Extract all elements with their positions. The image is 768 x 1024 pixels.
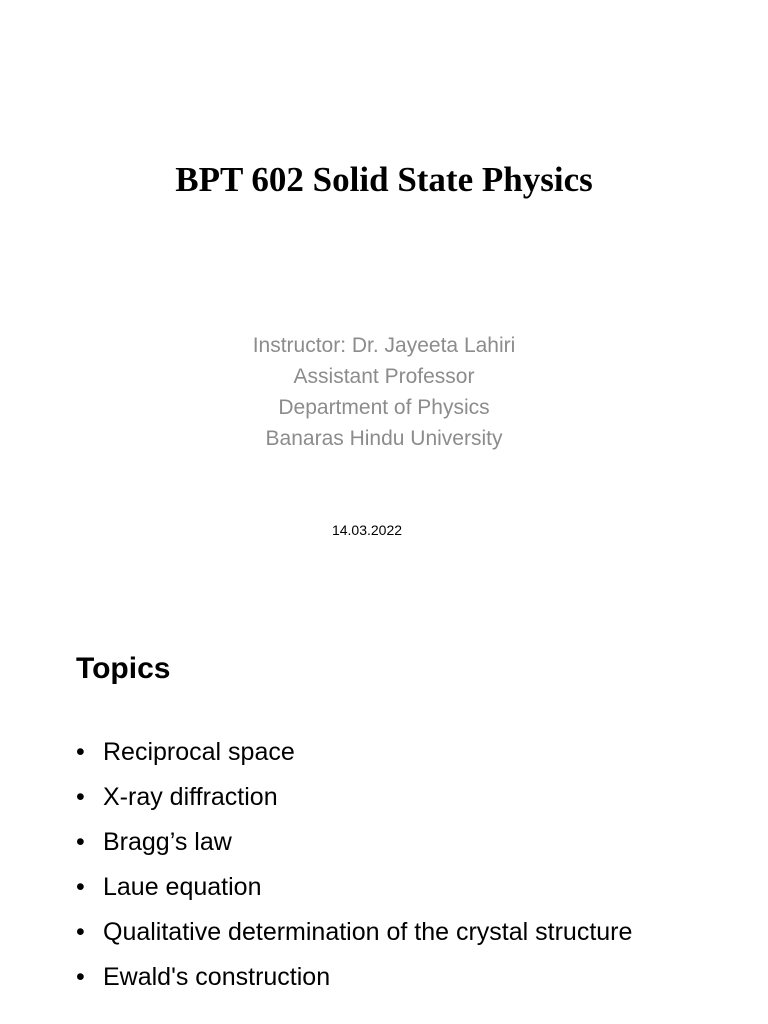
bullet-icon: • (76, 738, 85, 766)
bullet-icon: • (76, 963, 85, 991)
bullet-icon: • (76, 828, 85, 856)
bullet-icon: • (76, 918, 85, 946)
slide-title: BPT 602 Solid State Physics (175, 160, 593, 199)
topic-item (76, 959, 676, 995)
topic-text: Reciprocal space (103, 738, 295, 766)
slide-date: 14.03.2022 (331, 522, 403, 538)
topic-text: Bragg’s law (103, 828, 232, 856)
topics-heading: Topics (76, 652, 171, 685)
topic-item (76, 824, 676, 860)
topics-slide (0, 600, 768, 1024)
department-line: Department of Physics (278, 396, 490, 419)
topic-item (76, 734, 676, 770)
bullet-icon: • (76, 783, 85, 811)
topic-text: X-ray diffraction (103, 783, 278, 811)
instructor-line: Instructor: Dr. Jayeeta Lahiri (252, 334, 516, 357)
topics-list (76, 734, 676, 1004)
instructor-block (0, 330, 768, 454)
topic-item (76, 869, 676, 905)
university-line: Banaras Hindu University (265, 427, 503, 450)
bullet-icon: • (76, 873, 85, 901)
topic-item (76, 914, 676, 950)
position-line: Assistant Professor (293, 365, 475, 388)
topic-text: Laue equation (103, 873, 262, 901)
topic-text: Ewald's construction (103, 963, 331, 991)
topic-text: Qualitative determination of the crystal structure (103, 918, 633, 946)
topic-item (76, 779, 676, 815)
